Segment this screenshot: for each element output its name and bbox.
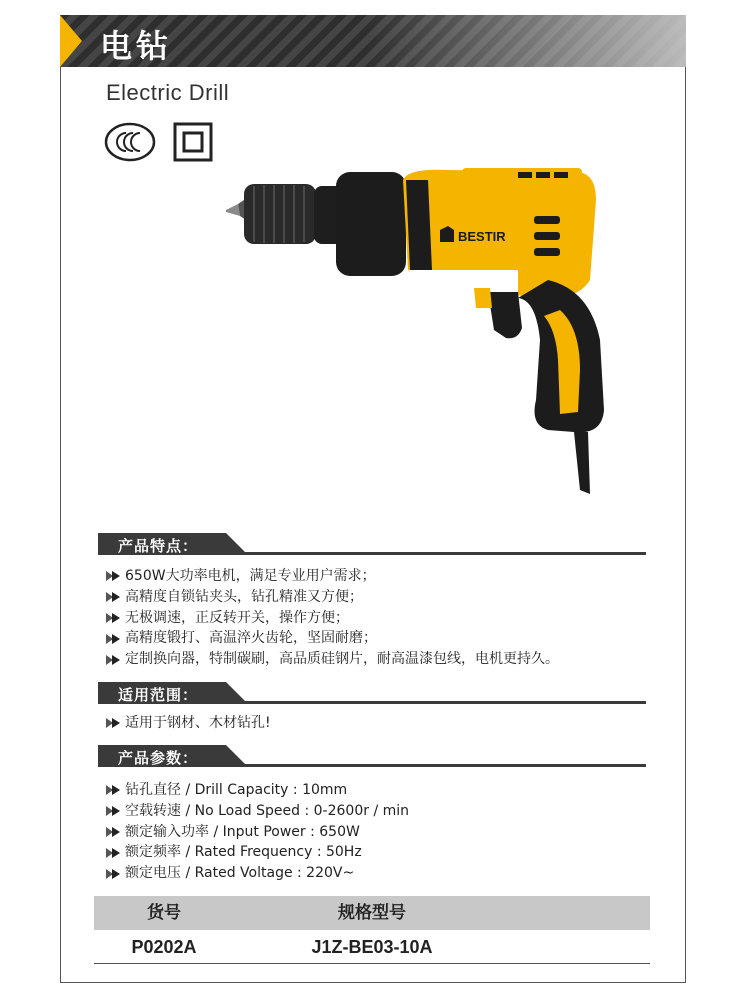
section-title-features: 产品特点：	[118, 537, 199, 555]
arrow-bullet-icon	[106, 805, 121, 817]
header-fade	[366, 15, 686, 67]
list-item: 额定频率 / Rated Frequency : 50Hz	[106, 842, 666, 863]
table-header-model: 规格型号	[338, 903, 406, 923]
list-item: 额定电压 / Rated Voltage : 220V~	[106, 863, 666, 884]
drill-brand-logo: BESTIR	[458, 229, 506, 244]
electric-drill-image	[218, 160, 618, 505]
arrow-bullet-icon	[106, 826, 121, 838]
list-item: 高精度锻打、高温淬火齿轮，坚固耐磨；	[106, 628, 666, 649]
section-header-params	[98, 745, 646, 771]
double-insulation-icon	[173, 122, 213, 162]
page-title: 电钻	[100, 27, 173, 65]
spec-table	[94, 896, 650, 964]
table-cell-model: J1Z-BE03-10A	[311, 937, 433, 957]
arrow-bullet-icon	[106, 612, 121, 624]
arrow-bullet-icon	[106, 847, 121, 859]
arrow-bullet-icon	[106, 591, 121, 603]
section-header-features	[98, 533, 646, 559]
ccc-certification-icon	[104, 122, 156, 162]
list-item: 650W大功率电机，满足专业用户需求；	[106, 566, 666, 587]
features-list	[106, 566, 666, 670]
params-list	[106, 780, 666, 884]
applications-list	[106, 713, 666, 734]
table-header-row	[94, 896, 650, 930]
arrow-bullet-icon	[106, 654, 121, 666]
list-item: 额定输入功率 / Input Power : 650W	[106, 822, 666, 843]
list-item: 空载转速 / No Load Speed : 0-2600r / min	[106, 801, 666, 822]
list-item: 高精度自锁钻夹头，钻孔精准又方便；	[106, 587, 666, 608]
product-subtitle: Electric Drill	[106, 80, 230, 105]
arrow-bullet-icon	[106, 633, 121, 645]
arrow-bullet-icon	[106, 868, 121, 880]
arrow-bullet-icon	[106, 784, 121, 796]
section-header-applications	[98, 682, 646, 708]
arrow-bullet-icon	[106, 717, 121, 729]
section-title-applications: 适用范围：	[118, 686, 199, 704]
page-header	[60, 15, 686, 67]
list-item: 定制换向器，特制碳刷，高品质硅钢片，耐高温漆包线，电机更持久。	[106, 649, 666, 670]
section-title-params: 产品参数：	[118, 749, 199, 767]
header-accent	[60, 15, 82, 67]
list-item: 无极调速，正反转开关，操作方便；	[106, 608, 666, 629]
arrow-bullet-icon	[106, 570, 121, 582]
table-row	[94, 930, 650, 964]
list-item: 适用于钢材、木材钻孔!	[106, 713, 666, 734]
table-cell-item-no: P0202A	[131, 937, 197, 957]
list-item: 钻孔直径 / Drill Capacity : 10mm	[106, 780, 666, 801]
table-header-item-no: 货号	[147, 903, 181, 923]
